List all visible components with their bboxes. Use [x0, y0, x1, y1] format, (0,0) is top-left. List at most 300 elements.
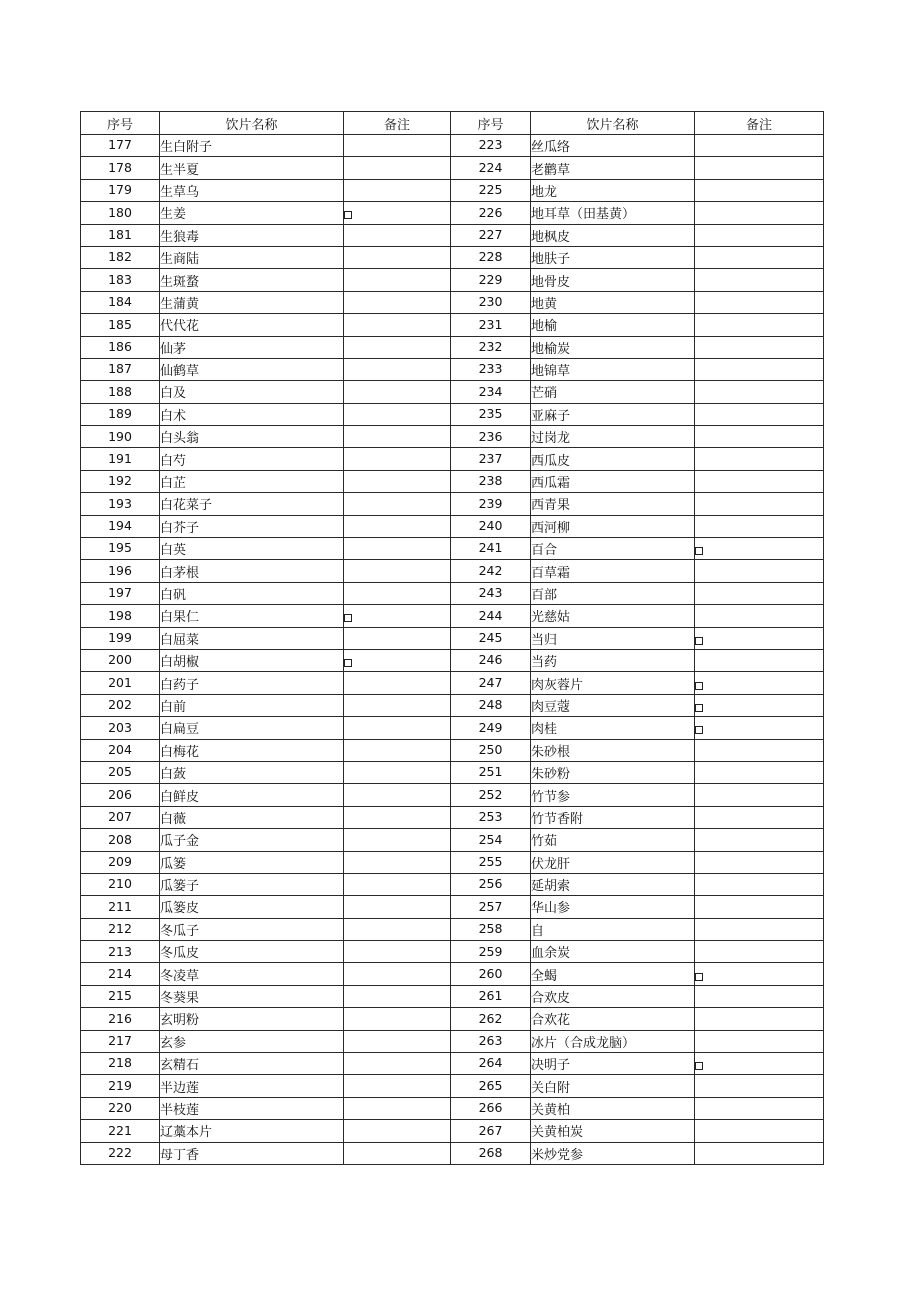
note-cell-right: [695, 538, 824, 560]
table-row: [81, 739, 824, 761]
table-row: [81, 1097, 824, 1119]
table-row: [81, 896, 824, 918]
seq-number-left: 179: [81, 179, 160, 201]
herb-name-right: 米炒党参: [531, 1142, 695, 1164]
herb-name-left: 白茅根: [160, 560, 344, 582]
note-cell-left: [344, 291, 451, 313]
herb-name-left: 冬瓜皮: [160, 941, 344, 963]
herb-name-right: 华山参: [531, 896, 695, 918]
herb-name-left: 生斑蝥: [160, 269, 344, 291]
herb-name-right: 百合: [531, 538, 695, 560]
seq-number-left: 186: [81, 336, 160, 358]
note-cell-left: [344, 1075, 451, 1097]
note-cell-left: [344, 963, 451, 985]
seq-number-left: 185: [81, 314, 160, 336]
table-row: [81, 291, 824, 313]
herb-name-right: 决明子: [531, 1053, 695, 1075]
note-cell-right: [695, 1053, 824, 1075]
note-cell-left: [344, 1120, 451, 1142]
seq-number-right: 237: [451, 448, 531, 470]
note-cell-left: [344, 202, 451, 224]
checkbox-mark-icon: [695, 547, 703, 555]
checkbox-mark-icon: [344, 614, 352, 622]
herb-name-right: 光慈姑: [531, 605, 695, 627]
seq-number-right: 226: [451, 202, 531, 224]
herb-name-right: 地榆炭: [531, 336, 695, 358]
herb-name-left: 白芍: [160, 448, 344, 470]
note-cell-right: [695, 694, 824, 716]
note-cell-right: [695, 493, 824, 515]
herb-name-left: 玄参: [160, 1030, 344, 1052]
note-cell-right: [695, 806, 824, 828]
note-cell-right: [695, 1142, 824, 1164]
herb-name-left: 白矾: [160, 582, 344, 604]
seq-number-right: 241: [451, 538, 531, 560]
herb-name-left: 生蒲黄: [160, 291, 344, 313]
seq-number-right: 223: [451, 135, 531, 157]
herb-name-left: 白前: [160, 694, 344, 716]
note-cell-right: [695, 851, 824, 873]
note-cell-left: [344, 314, 451, 336]
note-cell-left: [344, 157, 451, 179]
herb-name-right: 伏龙肝: [531, 851, 695, 873]
note-cell-left: [344, 135, 451, 157]
seq-number-left: 215: [81, 985, 160, 1007]
checkbox-mark-icon: [695, 726, 703, 734]
note-cell-right: [695, 829, 824, 851]
note-cell-right: [695, 985, 824, 1007]
note-cell-left: [344, 985, 451, 1007]
herb-name-right: 肉灰蓉片: [531, 672, 695, 694]
seq-number-right: 239: [451, 493, 531, 515]
note-cell-left: [344, 403, 451, 425]
note-cell-left: [344, 784, 451, 806]
table-row: [81, 179, 824, 201]
table-row: [81, 269, 824, 291]
seq-number-left: 192: [81, 470, 160, 492]
herb-name-right: 丝瓜络: [531, 135, 695, 157]
seq-number-right: 250: [451, 739, 531, 761]
table-row: [81, 582, 824, 604]
herb-name-right: 西瓜皮: [531, 448, 695, 470]
seq-number-right: 264: [451, 1053, 531, 1075]
checkbox-mark-icon: [344, 659, 352, 667]
table-row: [81, 963, 824, 985]
note-cell-left: [344, 470, 451, 492]
seq-number-left: 211: [81, 896, 160, 918]
herb-name-left: 生半夏: [160, 157, 344, 179]
table-row: [81, 985, 824, 1007]
note-cell-right: [695, 761, 824, 783]
seq-number-right: 253: [451, 806, 531, 828]
note-cell-right: [695, 739, 824, 761]
herb-name-left: 白果仁: [160, 605, 344, 627]
seq-number-left: 187: [81, 358, 160, 380]
seq-number-right: 247: [451, 672, 531, 694]
table-row: [81, 1030, 824, 1052]
note-cell-right: [695, 941, 824, 963]
seq-number-left: 190: [81, 426, 160, 448]
herb-name-left: 白屈菜: [160, 627, 344, 649]
herb-name-right: 地锦草: [531, 358, 695, 380]
note-cell-right: [695, 1075, 824, 1097]
seq-number-right: 234: [451, 381, 531, 403]
seq-number-right: 267: [451, 1120, 531, 1142]
seq-number-right: 238: [451, 470, 531, 492]
note-cell-right: [695, 336, 824, 358]
seq-number-right: 240: [451, 515, 531, 537]
note-cell-right: [695, 403, 824, 425]
herb-name-left: 白药子: [160, 672, 344, 694]
seq-number-left: 202: [81, 694, 160, 716]
herb-name-right: 合欢花: [531, 1008, 695, 1030]
herb-name-left: 生草乌: [160, 179, 344, 201]
table-row: [81, 806, 824, 828]
note-cell-right: [695, 605, 824, 627]
seq-number-left: 197: [81, 582, 160, 604]
note-cell-left: [344, 873, 451, 895]
seq-number-left: 198: [81, 605, 160, 627]
table-row: [81, 448, 824, 470]
herb-name-right: 肉豆蔻: [531, 694, 695, 716]
note-cell-right: [695, 358, 824, 380]
seq-number-left: 210: [81, 873, 160, 895]
seq-number-right: 242: [451, 560, 531, 582]
note-cell-left: [344, 1030, 451, 1052]
note-cell-right: [695, 627, 824, 649]
herb-name-right: 合欢皮: [531, 985, 695, 1007]
table-row: [81, 829, 824, 851]
herb-name-left: 白花菜子: [160, 493, 344, 515]
checkbox-mark-icon: [695, 682, 703, 690]
seq-number-left: 220: [81, 1097, 160, 1119]
herb-name-right: 地肤子: [531, 246, 695, 268]
note-cell-right: [695, 672, 824, 694]
seq-number-right: 246: [451, 649, 531, 671]
seq-number-left: 216: [81, 1008, 160, 1030]
seq-number-left: 200: [81, 649, 160, 671]
note-cell-left: [344, 1142, 451, 1164]
seq-number-left: 212: [81, 918, 160, 940]
seq-number-right: 251: [451, 761, 531, 783]
checkbox-mark-icon: [695, 704, 703, 712]
note-cell-left: [344, 806, 451, 828]
herb-name-right: 竹节香附: [531, 806, 695, 828]
herb-name-right: 芒硝: [531, 381, 695, 403]
herb-name-left: 白术: [160, 403, 344, 425]
seq-number-left: 191: [81, 448, 160, 470]
col-seq-right: 序号: [451, 112, 531, 135]
seq-number-left: 183: [81, 269, 160, 291]
note-cell-right: [695, 135, 824, 157]
note-cell-right: [695, 1120, 824, 1142]
herb-name-left: 生白附子: [160, 135, 344, 157]
herb-name-right: 百草霜: [531, 560, 695, 582]
note-cell-right: [695, 426, 824, 448]
herb-name-left: 白鲜皮: [160, 784, 344, 806]
note-cell-right: [695, 515, 824, 537]
table-row: [81, 358, 824, 380]
note-cell-right: [695, 918, 824, 940]
note-cell-left: [344, 582, 451, 604]
seq-number-left: 218: [81, 1053, 160, 1075]
seq-number-left: 189: [81, 403, 160, 425]
seq-number-right: 225: [451, 179, 531, 201]
note-cell-right: [695, 963, 824, 985]
seq-number-left: 184: [81, 291, 160, 313]
herb-list-table: [80, 111, 824, 1165]
note-cell-right: [695, 381, 824, 403]
seq-number-right: 228: [451, 246, 531, 268]
note-cell-left: [344, 538, 451, 560]
table-row: [81, 941, 824, 963]
herb-name-right: 朱砂粉: [531, 761, 695, 783]
note-cell-left: [344, 381, 451, 403]
table-row: [81, 515, 824, 537]
note-cell-right: [695, 1097, 824, 1119]
table-row: [81, 493, 824, 515]
seq-number-right: 248: [451, 694, 531, 716]
seq-number-right: 261: [451, 985, 531, 1007]
seq-number-left: 178: [81, 157, 160, 179]
seq-number-right: 236: [451, 426, 531, 448]
note-cell-left: [344, 918, 451, 940]
seq-number-right: 268: [451, 1142, 531, 1164]
seq-number-left: 196: [81, 560, 160, 582]
herb-name-right: 西河柳: [531, 515, 695, 537]
herb-name-left: 白头翁: [160, 426, 344, 448]
note-cell-right: [695, 873, 824, 895]
seq-number-right: 266: [451, 1097, 531, 1119]
table-row: [81, 851, 824, 873]
table-row: [81, 426, 824, 448]
herb-name-right: 亚麻子: [531, 403, 695, 425]
table-row: [81, 224, 824, 246]
col-name-right: 饮片名称: [531, 112, 695, 135]
herb-name-left: 代代花: [160, 314, 344, 336]
herb-name-left: 半边莲: [160, 1075, 344, 1097]
herb-name-left: 仙鹤草: [160, 358, 344, 380]
note-cell-right: [695, 896, 824, 918]
table-row: [81, 1053, 824, 1075]
herb-name-right: 老鹳草: [531, 157, 695, 179]
note-cell-left: [344, 829, 451, 851]
herb-name-right: 当归: [531, 627, 695, 649]
seq-number-left: 204: [81, 739, 160, 761]
note-cell-right: [695, 1030, 824, 1052]
note-cell-right: [695, 448, 824, 470]
note-cell-left: [344, 761, 451, 783]
note-cell-left: [344, 941, 451, 963]
note-cell-right: [695, 582, 824, 604]
checkbox-mark-icon: [695, 973, 703, 981]
table-row: [81, 784, 824, 806]
seq-number-left: 177: [81, 135, 160, 157]
note-cell-left: [344, 694, 451, 716]
herb-name-right: 当药: [531, 649, 695, 671]
checkbox-mark-icon: [344, 211, 352, 219]
table-row: [81, 246, 824, 268]
note-cell-right: [695, 269, 824, 291]
table-row: [81, 873, 824, 895]
herb-name-right: 百部: [531, 582, 695, 604]
table-row: [81, 1075, 824, 1097]
seq-number-right: 254: [451, 829, 531, 851]
seq-number-right: 249: [451, 717, 531, 739]
seq-number-right: 260: [451, 963, 531, 985]
table-row: [81, 717, 824, 739]
header-row: [81, 112, 824, 135]
note-cell-left: [344, 358, 451, 380]
note-cell-right: [695, 202, 824, 224]
note-cell-right: [695, 560, 824, 582]
note-cell-left: [344, 1008, 451, 1030]
herb-name-right: 西瓜霜: [531, 470, 695, 492]
seq-number-left: 188: [81, 381, 160, 403]
table-row: [81, 627, 824, 649]
note-cell-left: [344, 672, 451, 694]
note-cell-left: [344, 1053, 451, 1075]
seq-number-left: 182: [81, 246, 160, 268]
seq-number-left: 208: [81, 829, 160, 851]
seq-number-left: 222: [81, 1142, 160, 1164]
note-cell-right: [695, 470, 824, 492]
seq-number-right: 255: [451, 851, 531, 873]
table-row: [81, 403, 824, 425]
herb-name-left: 冬瓜子: [160, 918, 344, 940]
table-row: [81, 918, 824, 940]
seq-number-left: 207: [81, 806, 160, 828]
herb-name-left: 生姜: [160, 202, 344, 224]
table-row: [81, 381, 824, 403]
table-row: [81, 135, 824, 157]
table-row: [81, 560, 824, 582]
note-cell-left: [344, 426, 451, 448]
col-note-left: 备注: [344, 112, 451, 135]
note-cell-left: [344, 560, 451, 582]
herb-name-right: 自: [531, 918, 695, 940]
herb-name-left: 玄明粉: [160, 1008, 344, 1030]
note-cell-left: [344, 246, 451, 268]
seq-number-right: 245: [451, 627, 531, 649]
col-seq-left: 序号: [81, 112, 160, 135]
checkbox-mark-icon: [695, 637, 703, 645]
seq-number-right: 231: [451, 314, 531, 336]
note-cell-right: [695, 784, 824, 806]
table-row: [81, 1120, 824, 1142]
herb-name-right: 冰片（合成龙脑）: [531, 1030, 695, 1052]
herb-name-left: 白芷: [160, 470, 344, 492]
table-row: [81, 1008, 824, 1030]
seq-number-left: 206: [81, 784, 160, 806]
herb-name-left: 生狼毒: [160, 224, 344, 246]
seq-number-left: 213: [81, 941, 160, 963]
note-cell-right: [695, 246, 824, 268]
herb-name-right: 地龙: [531, 179, 695, 201]
table-row: [81, 336, 824, 358]
note-cell-right: [695, 291, 824, 313]
seq-number-left: 217: [81, 1030, 160, 1052]
herb-name-left: 玄精石: [160, 1053, 344, 1075]
seq-number-right: 233: [451, 358, 531, 380]
table-row: [81, 538, 824, 560]
table-row: [81, 202, 824, 224]
seq-number-left: 203: [81, 717, 160, 739]
seq-number-right: 244: [451, 605, 531, 627]
seq-number-left: 195: [81, 538, 160, 560]
herb-name-left: 瓜篓子: [160, 873, 344, 895]
herb-name-right: 过岗龙: [531, 426, 695, 448]
note-cell-left: [344, 515, 451, 537]
note-cell-left: [344, 605, 451, 627]
note-cell-left: [344, 851, 451, 873]
herb-name-right: 关黄柏: [531, 1097, 695, 1119]
herb-name-left: 瓜子金: [160, 829, 344, 851]
note-cell-right: [695, 314, 824, 336]
herb-name-left: 瓜篓皮: [160, 896, 344, 918]
table-row: [81, 694, 824, 716]
herb-name-left: 白扁豆: [160, 717, 344, 739]
note-cell-left: [344, 717, 451, 739]
herb-name-right: 地耳草（田基黄）: [531, 202, 695, 224]
seq-number-right: 252: [451, 784, 531, 806]
seq-number-right: 263: [451, 1030, 531, 1052]
herb-name-left: 仙茅: [160, 336, 344, 358]
seq-number-right: 265: [451, 1075, 531, 1097]
note-cell-right: [695, 1008, 824, 1030]
note-cell-left: [344, 224, 451, 246]
herb-name-left: 白及: [160, 381, 344, 403]
herb-name-right: 地榆: [531, 314, 695, 336]
seq-number-left: 201: [81, 672, 160, 694]
seq-number-left: 194: [81, 515, 160, 537]
herb-name-left: 生商陆: [160, 246, 344, 268]
note-cell-left: [344, 493, 451, 515]
note-cell-left: [344, 1097, 451, 1119]
herb-name-left: 母丁香: [160, 1142, 344, 1164]
herb-name-right: 朱砂根: [531, 739, 695, 761]
note-cell-left: [344, 179, 451, 201]
herb-name-right: 竹茹: [531, 829, 695, 851]
note-cell-right: [695, 717, 824, 739]
herb-name-left: 冬葵果: [160, 985, 344, 1007]
note-cell-left: [344, 269, 451, 291]
herb-name-left: 白薇: [160, 806, 344, 828]
note-cell-right: [695, 649, 824, 671]
note-cell-left: [344, 627, 451, 649]
table-row: [81, 314, 824, 336]
col-name-left: 饮片名称: [160, 112, 344, 135]
herb-name-right: 竹节参: [531, 784, 695, 806]
seq-number-right: 224: [451, 157, 531, 179]
herb-name-right: 延胡索: [531, 873, 695, 895]
table-row: [81, 605, 824, 627]
seq-number-right: 230: [451, 291, 531, 313]
herb-name-right: 全蝎: [531, 963, 695, 985]
note-cell-right: [695, 179, 824, 201]
herb-name-right: 地枫皮: [531, 224, 695, 246]
note-cell-right: [695, 157, 824, 179]
seq-number-left: 180: [81, 202, 160, 224]
table-row: [81, 470, 824, 492]
herb-name-left: 半枝莲: [160, 1097, 344, 1119]
note-cell-left: [344, 649, 451, 671]
table-row: [81, 649, 824, 671]
seq-number-right: 256: [451, 873, 531, 895]
seq-number-right: 227: [451, 224, 531, 246]
herb-name-right: 关黄柏炭: [531, 1120, 695, 1142]
herb-name-left: 瓜篓: [160, 851, 344, 873]
